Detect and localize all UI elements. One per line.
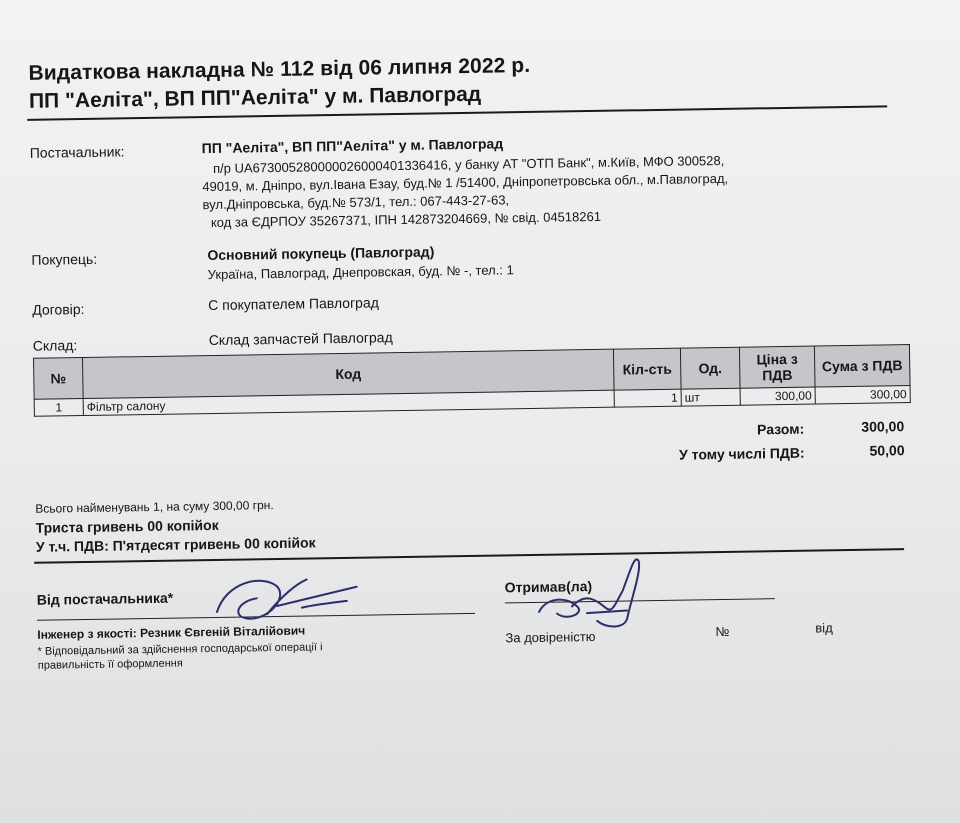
total-value: 300,00 xyxy=(861,418,905,435)
warehouse-value: Склад запчастей Павлоград xyxy=(208,329,393,349)
col-header-code: Код xyxy=(82,349,614,398)
supplier-signature-icon xyxy=(206,565,367,638)
buyer-label: Покупець: xyxy=(31,250,98,268)
items-table xyxy=(33,344,911,417)
contract-value: С покупателем Павлоград xyxy=(208,294,379,314)
received-label: Отримав(ла) xyxy=(504,578,593,596)
invoice-sheet xyxy=(18,26,928,700)
supplier-bank-line: п/р UA673005280000026000401336416, у банку АТ "ОТП Банк", м.Київ, МФО 300528, xyxy=(212,152,725,176)
row-qty: 1 xyxy=(614,389,681,407)
supplier-address-line: 49019, м. Дніпро, вул.Івана Езау, буд.№ 1 /51400, Дніпропетровська обл., м.Павлоград, xyxy=(202,170,729,195)
row-sum: 300,00 xyxy=(815,386,910,404)
row-name: Фільтр салону xyxy=(83,390,614,415)
col-header-no: № xyxy=(34,358,84,400)
vat-value: 50,00 xyxy=(869,442,905,459)
col-header-unit: Од. xyxy=(680,347,740,389)
supplier-street-line: вул.Дніпровська, буд.№ 573/1, тел.: 067-443-27-63, xyxy=(202,192,510,213)
proxy-number-label: № xyxy=(715,623,730,640)
proxy-date-label: від xyxy=(815,620,833,636)
invoice-title: Видаткова накладна № 112 від 06 липня 2022 р. xyxy=(28,53,531,85)
buyer-address: Україна, Павлоград, Днепровская, буд. № -, тел.: 1 xyxy=(207,262,514,283)
row-unit: шт xyxy=(681,388,740,406)
supplier-codes-line: код за ЄДРПОУ 35267371, ІПН 142873204669, № свід. 04518261 xyxy=(210,208,602,230)
company-title: ПП "Аеліта", ВП ПП"Аеліта" у м. Павлоград xyxy=(28,82,482,113)
col-header-qty: Кіл-сть xyxy=(613,348,681,390)
total-label: Разом: xyxy=(756,420,805,438)
amount-in-words: Триста гривень 00 копійок xyxy=(35,516,219,536)
vat-in-words: У т.ч. ПДВ: П'ятдесят гривень 00 копійок xyxy=(35,534,316,555)
engineer-name: Інженер з якості: Резник Євгеній Віталійович xyxy=(37,623,306,642)
responsible-note-2: правильність її оформлення xyxy=(37,657,183,672)
vat-label: У тому числі ПДВ: xyxy=(678,444,805,463)
row-price: 300,00 xyxy=(740,387,815,405)
responsible-note-1: * Відповідальний за здійснення господарської операції і xyxy=(37,641,323,658)
from-supplier-label: Від постачальника* xyxy=(36,589,174,608)
col-header-sum: Сума з ПДВ xyxy=(814,345,910,387)
row-no: 1 xyxy=(34,399,83,417)
col-header-price: Ціна з ПДВ xyxy=(739,346,815,388)
buyer-name: Основний покупець (Павлоград) xyxy=(207,243,435,264)
proxy-label: За довіреністю xyxy=(505,629,596,646)
items-count-line: Всього найменувань 1, на суму 300,00 грн. xyxy=(35,498,274,516)
receiver-signature-icon xyxy=(526,550,657,637)
supplier-label: Постачальник: xyxy=(29,143,125,161)
supplier-name: ПП "Аеліта", ВП ПП"Аеліта" у м. Павлоград xyxy=(201,135,504,157)
contract-label: Договір: xyxy=(32,300,85,318)
warehouse-label: Склад: xyxy=(32,337,78,354)
